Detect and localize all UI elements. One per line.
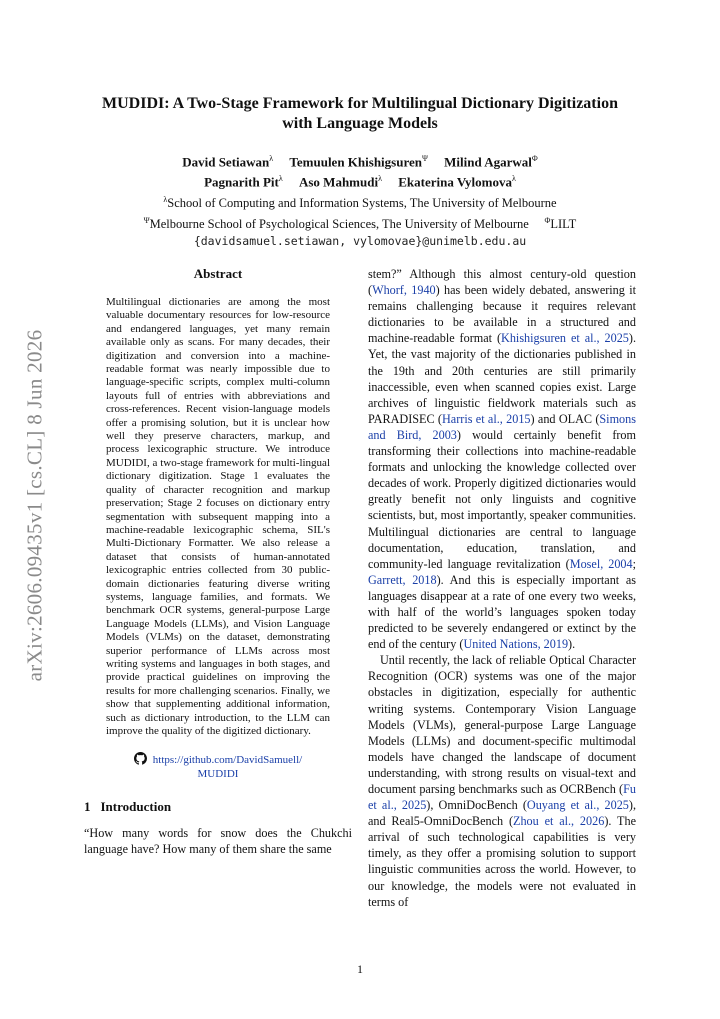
affiliation-text: Melbourne School of Psychological Sciences, The University of Melbourne <box>149 216 529 231</box>
author-affiliation-mark: λ <box>269 154 274 163</box>
page-number: 1 <box>357 962 363 976</box>
github-icon <box>134 752 147 765</box>
author-affiliation-mark: Φ <box>531 154 538 163</box>
github-link-block <box>106 752 330 781</box>
intro-paragraph-2 <box>368 652 636 910</box>
affiliation-1 <box>100 191 620 212</box>
author-name: Ekaterina Vylomova <box>398 174 512 190</box>
affiliation-text: School of Computing and Information Systems, The University of Melbourne <box>167 195 557 210</box>
abstract-heading: Abstract <box>193 266 243 281</box>
text-run: Until recently, the lack of reliable Optical Character Recognition (OCR) systems was one of the major obstacles in digitization, especially for authentic writing systems. Contemporary Vision Language Models (VLMs), general-purpose Large Language Models (LLMs) and document-specific multimodal models have changed the landscape of document understanding, with strong results on visual-text and document parsing benchmarks such as OCRBench ( <box>368 653 636 796</box>
text-run: ). Yet, the vast majority of the dictionaries published in the 19th and 20th centuries are still primarily inaccessible, even when scanned copies exist. Large archives of linguistic fieldwork materials such as PARADISEC ( <box>368 331 636 426</box>
author-affiliation-mark: λ <box>512 174 516 184</box>
citation-link[interactable]: Mosel, 2004 <box>569 556 633 571</box>
right-column <box>368 266 636 910</box>
author-block <box>100 150 620 250</box>
citation-link[interactable]: Whorf, 1940 <box>372 283 436 298</box>
text-run: ) would certainly benefit from transforming their collections into machine-readable formats and unlocking the knowledge collected over decades of work. Properly digitized dictionaries would greatly benefit not only linguists and cognitive scientists, but, most importantly, speaker communities. Multilingual dictionaries are central to language documentation, education, translation, and community-led language revitalization ( <box>368 427 637 571</box>
affiliation-mark: Ψ <box>143 215 150 225</box>
author-name: Pagnarith Pit <box>204 174 279 190</box>
author-affiliation-mark: λ <box>278 174 283 184</box>
text-run: stem?” Although this almost century-old question ( <box>368 267 636 298</box>
affiliation-text: LILT <box>550 216 577 231</box>
author-row-1 <box>100 150 620 170</box>
citation-link[interactable]: Harris et al., 2015 <box>442 411 531 426</box>
text-run: ), OmniDocBench ( <box>426 798 527 813</box>
abstract-text: Multilingual dictionaries are among the most valuable documentary resources for low-resource and endangered languages, yet many remain available only as scans. For many decades, their digitization and conversion into a machine-readable format was nearly impossible due to language-specific scripts, complex multi-column layouts full of entries with abbreviations and cross-references. Recent vision-language models offer a promising solution, but it is unclear how well they preserve characters, markup, and process lexicographic structure. We introduce MUDIDI, a two-stage framework for multi-lingual dictionary digitization. Stage 1 evaluates the quality of character recognition and markup preservation; Stage 2 focuses on dictionary entry segmentation with subsequent mapping into a machine-readable lexicographic schema, SIL's Multi-Dictionary Formatter. We also release a dataset that consists of human-annotated lexicographic entries collected from 30 public-domain dictionaries featuring diverse writing systems, language families, and formats. We benchmark OCR systems, general-purpose Large Language Models (LLMs), and Vision Language Models (VLMs) on the dataset, demonstrating superior performance of LLMs across most writing systems and languages in both stages, and provide practical guidelines on improving the results for more challenging scenarios. Finally, we show that supplementing additional information, such as dictionary introduction, to the LLM can improve the quality of the digitized dictionary. <box>106 296 330 737</box>
arxiv-identifier-text: arXiv:2606.09435v1 [cs.CL] 8 Jun 2026 <box>22 329 47 681</box>
text-run: ) has been widely debated, answering it remains challenging because it requires relevant dictionaries to be available in a structured and machine-readable format ( <box>368 283 636 346</box>
citation-link[interactable]: Ouyang et al., 2025 <box>526 798 629 813</box>
citation-link[interactable]: Garrett, 2018 <box>368 572 437 587</box>
paper-title: MUDIDI: A Two-Stage Framework for Multilingual Dictionary Digitization with Language Models <box>102 95 618 132</box>
author-affiliation-mark: Ψ <box>421 154 428 163</box>
author-affiliation-mark: λ <box>378 174 382 184</box>
citation-link[interactable]: Khishigsuren et al., 2025 <box>501 331 629 346</box>
text-run: ; <box>632 556 637 571</box>
author-email: {davidsamuel.setiawan, vylomovae}@unimelb.edu.au <box>193 233 527 248</box>
citation-link[interactable]: Zhou et al., 2026 <box>513 814 605 829</box>
section-heading-introduction <box>84 799 352 815</box>
author-row-2 <box>100 170 620 190</box>
author-name: Temuulen Khishigsuren <box>289 154 422 170</box>
text-run: ). The arrival of such technological capabilities is very timely, as they offer a promising solution to support linguistic communities across the world. However, to our knowledge, the models were not evaluated in terms of <box>368 814 636 909</box>
text-run: ), and Real5-OmniDocBench ( <box>368 798 636 829</box>
affiliation-2-3 <box>100 212 620 233</box>
text-run: ) and OLAC ( <box>530 411 600 426</box>
affiliation-mark: λ <box>163 194 168 204</box>
citation-link[interactable]: Simons and Bird, 2003 <box>368 411 636 442</box>
section-title: Introduction <box>100 799 172 815</box>
citation-link[interactable]: Fu et al., 2025 <box>368 782 636 813</box>
left-column <box>84 266 352 857</box>
author-name: David Setiawan <box>182 154 270 170</box>
section-number: 1 <box>84 799 91 815</box>
text-run: ). And this is especially important as languages disappear at a rate of one every two weeks, with half of the world’s languages spoken today predicted to be severely endangered or extinct by the end of the century ( <box>368 572 636 652</box>
intro-paragraph-1 <box>368 266 636 652</box>
text-run: ). <box>568 637 576 652</box>
affiliation-mark: Φ <box>544 215 551 225</box>
citation-link[interactable]: United Nations, 2019 <box>463 637 569 652</box>
github-link-continued[interactable]: MUDIDI <box>197 767 239 780</box>
author-name: Aso Mahmudi <box>298 174 379 190</box>
author-name: Milind Agarwal <box>444 154 532 170</box>
github-link[interactable]: https://github.com/DavidSamuell/ <box>152 754 303 767</box>
intro-paragraph-left: “How many words for snow does the Chukchi language have? How many of them share the same <box>84 826 352 857</box>
arxiv-identifier-stamp <box>22 300 48 710</box>
